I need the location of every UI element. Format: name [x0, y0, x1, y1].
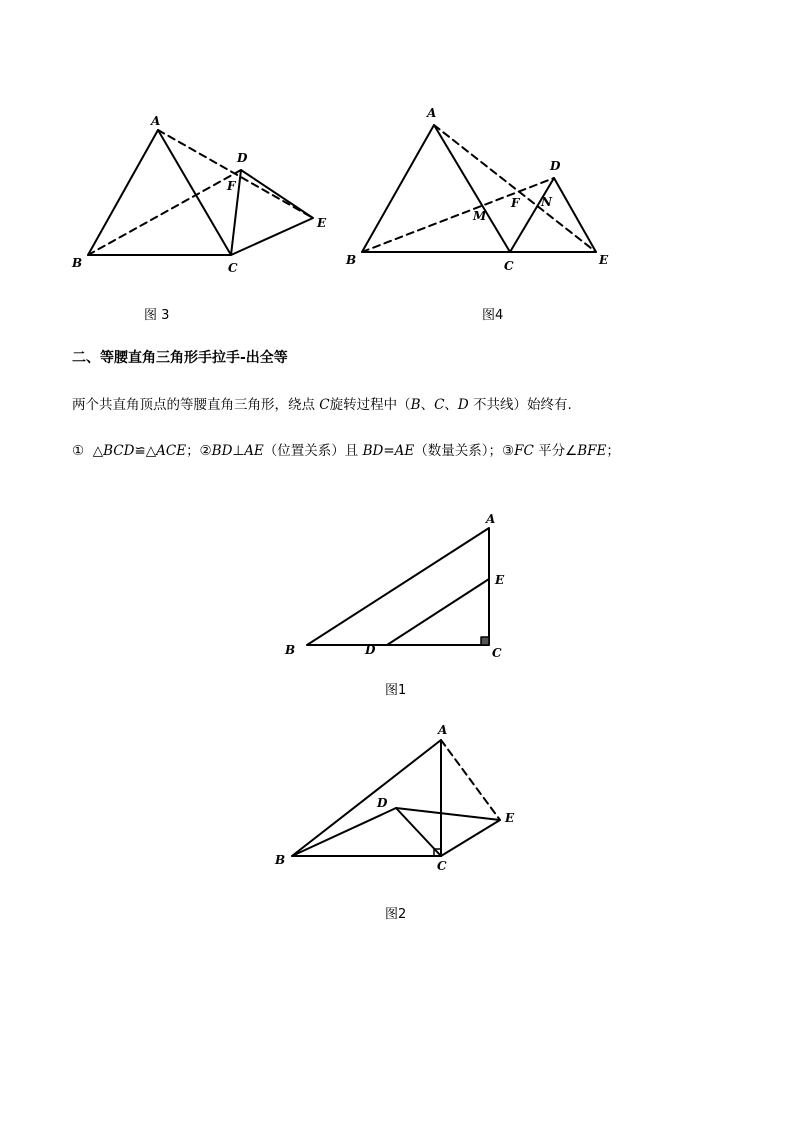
- fig4-label-f: F: [511, 196, 520, 210]
- fig1-segment-de: [387, 579, 489, 645]
- fig3-triangle-abc: [88, 130, 231, 255]
- p2-sep-4: （数量关系）；③: [414, 443, 515, 459]
- p1-sep-1: 、: [420, 397, 435, 413]
- section-heading: 二、等腰直角三角形手拉手-出全等: [72, 350, 288, 366]
- p2-perp: ⊥: [232, 443, 245, 459]
- p2-ae: AE: [244, 443, 264, 459]
- fig1-label-b: B: [285, 643, 296, 657]
- figure-4-drawing: [362, 125, 596, 252]
- fig3-label-c: C: [228, 261, 238, 275]
- conclusions-paragraph: [72, 439, 620, 459]
- intro-paragraph: [72, 393, 572, 413]
- p1-point-d: D: [457, 397, 469, 413]
- fig2-lines-de-ec: [396, 808, 500, 856]
- fig4-label-n: N: [541, 195, 552, 209]
- fig4-label-m: M: [473, 209, 487, 223]
- fig4-label-d: D: [550, 159, 561, 173]
- fig1-label-d: D: [365, 643, 376, 657]
- fig4-label-e: E: [599, 253, 609, 267]
- fig2-lines-bd-dc: [292, 808, 441, 856]
- p2-bd: BD: [211, 443, 233, 459]
- p2-bd-eq-ae: BD=AE: [362, 443, 415, 459]
- fig2-label-d: D: [377, 796, 388, 810]
- fig3-label-d: D: [237, 151, 248, 165]
- figure-3-drawing: [88, 130, 313, 255]
- fig3-label-f: F: [227, 179, 236, 193]
- p2-ace: ACE: [156, 443, 187, 459]
- p1-sep-2: 、: [444, 397, 458, 413]
- figure-1-drawing: [307, 528, 489, 645]
- fig4-label-a: A: [427, 106, 437, 120]
- fig2-label-b: B: [275, 853, 286, 867]
- fig1-label-a: A: [486, 512, 496, 526]
- figure-3-caption: 图 3: [144, 308, 170, 323]
- fig2-label-a: A: [438, 723, 448, 737]
- p2-bfe: BFE: [577, 443, 607, 459]
- p1-point-b: B: [410, 397, 421, 413]
- fig4-label-b: B: [346, 253, 357, 267]
- p2-bcd: BCD: [103, 443, 135, 459]
- p2-num-1: ①: [72, 443, 85, 459]
- fig4-dashed-bd: [362, 178, 554, 252]
- fig1-label-c: C: [492, 646, 502, 660]
- fig1-right-angle-mark: [481, 637, 489, 645]
- figure-2-drawing: [292, 740, 500, 856]
- p1-point-c2: C: [434, 397, 445, 413]
- p2-triangle-1: △: [92, 443, 104, 459]
- fig4-triangle-abc: [362, 125, 510, 252]
- p1-text-1: 两个共直角顶点的等腰直角三角形，绕点: [72, 397, 320, 413]
- figure-2-caption: 图2: [385, 907, 407, 922]
- p2-congruent: ≌△: [134, 443, 157, 459]
- p2-fc: FC: [514, 443, 534, 459]
- fig3-triangle-dce: [231, 170, 313, 255]
- fig2-triangle-abc: [292, 740, 441, 856]
- p2-sep-3: （位置关系）且: [263, 443, 363, 459]
- p1-point-c: C: [319, 397, 330, 413]
- fig4-dashed-ae: [434, 125, 596, 252]
- figure-1-caption: 图1: [385, 683, 407, 698]
- fig4-label-c: C: [504, 259, 514, 273]
- fig3-label-a: A: [151, 114, 161, 128]
- fig3-label-e: E: [317, 216, 327, 230]
- figure-4-caption: 图4: [482, 308, 504, 323]
- fig2-right-angle-diag: [434, 849, 441, 856]
- p2-sep-5: 平分∠: [533, 443, 578, 459]
- fig1-triangle-abc: [307, 528, 489, 645]
- p2-sep-2: ；②: [186, 443, 212, 459]
- p1-text-2: 旋转过程中（: [329, 397, 411, 413]
- p1-text-3: 不共线）始终有.: [468, 397, 572, 413]
- fig1-label-e: E: [495, 573, 505, 587]
- p2-sep-6: ；: [606, 443, 620, 459]
- fig2-dashed-ae: [441, 740, 500, 820]
- fig2-label-c: C: [437, 859, 447, 873]
- fig2-label-e: E: [505, 811, 515, 825]
- fig3-label-b: B: [72, 256, 83, 270]
